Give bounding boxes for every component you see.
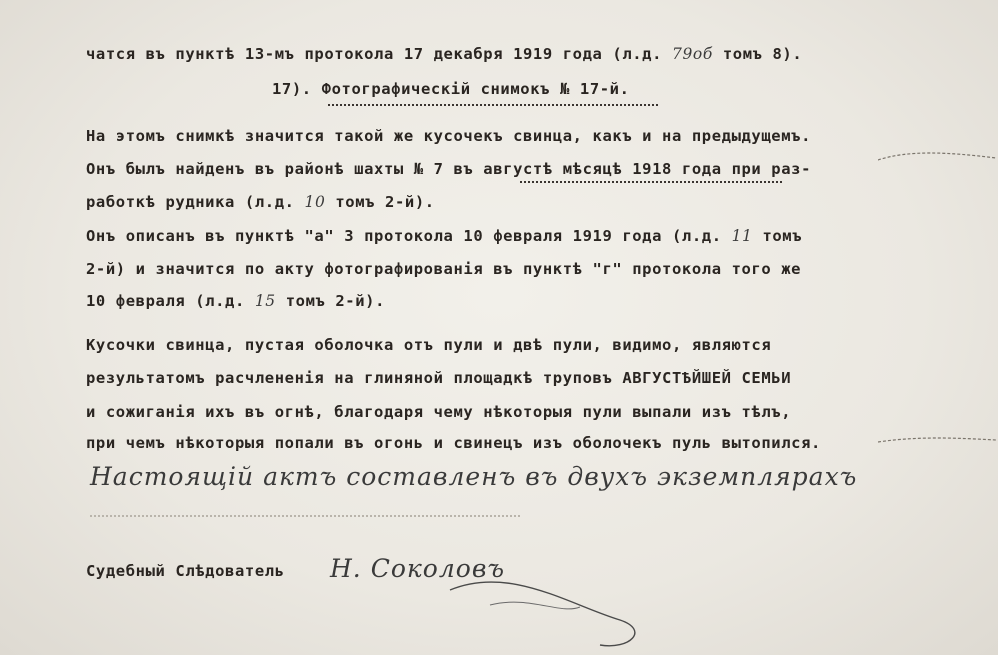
handwritten-closing-line: Настоящій актъ составленъ въ двухъ экземплярахъ — [90, 462, 858, 491]
handwritten-page-ref: 79об — [671, 45, 713, 63]
para1-line1: На этомъ снимкѣ значится такой же кусочекъ свинца, какъ и на предыдущемъ. — [86, 127, 812, 145]
para1-line4 — [86, 226, 802, 246]
handwritten-ref-10: 10 — [304, 193, 326, 211]
handwritten-ref-15: 15 — [254, 292, 276, 310]
para1-line5: 2-й) и значится по акту фотографированія въ пунктѣ "г" протокола того же — [86, 260, 802, 278]
para1-line3-a: работкѣ рудника (л.д. — [86, 193, 305, 211]
para1-line6-b: томъ 2-й). — [275, 292, 386, 310]
handwritten-ref-11: 11 — [731, 227, 753, 245]
heading-underline — [328, 104, 658, 106]
para1-line6 — [86, 291, 385, 311]
para2-line4: при чемъ нѣкоторыя попали въ огонь и свинецъ изъ оболочекъ пуль вытопился. — [86, 434, 821, 452]
signature-label: Судебный Слѣдователь — [86, 562, 285, 580]
text-line-continuation — [86, 44, 802, 64]
para2-line1: Кусочки свинца, пустая оболочка отъ пули и двѣ пули, видимо, являются — [86, 336, 772, 354]
line1-tail: томъ 8). — [712, 45, 803, 63]
signature-name: Н. Соколовъ — [330, 554, 506, 583]
faded-line — [90, 515, 520, 517]
para1-line2: Онъ былъ найденъ въ районѣ шахты № 7 въ августѣ мѣсяцѣ 1918 года при раз- — [86, 160, 812, 178]
para1-line6-a: 10 февраля (л.д. — [86, 292, 255, 310]
line1-text: чатся въ пунктѣ 13-мъ протокола 17 декабря 1919 года (л.д. — [86, 45, 672, 63]
para1-line3-b: томъ 2-й). — [325, 193, 435, 211]
para1-line4-b: томъ — [752, 227, 803, 245]
para2-line2: результатомъ расчлененія на глиняной площадкѣ труповъ АВГУСТѢЙШЕЙ СЕМЬИ — [86, 369, 792, 387]
para2-line3: и сожиганія ихъ въ огнѣ, благодаря чему нѣкоторыя пули выпали изъ тѣлъ, — [86, 403, 792, 421]
para1-underline — [520, 181, 782, 183]
binding-mark — [878, 140, 998, 180]
para1-line4-a: Онъ описанъ въ пунктѣ "а" 3 протокола 10 февраля 1919 года (л.д. — [86, 227, 732, 245]
signature-flourish — [430, 545, 730, 655]
para1-line3 — [86, 192, 435, 212]
section-heading: 17). Фотографическій снимокъ № 17-й. — [272, 80, 630, 98]
binding-mark — [878, 428, 998, 458]
